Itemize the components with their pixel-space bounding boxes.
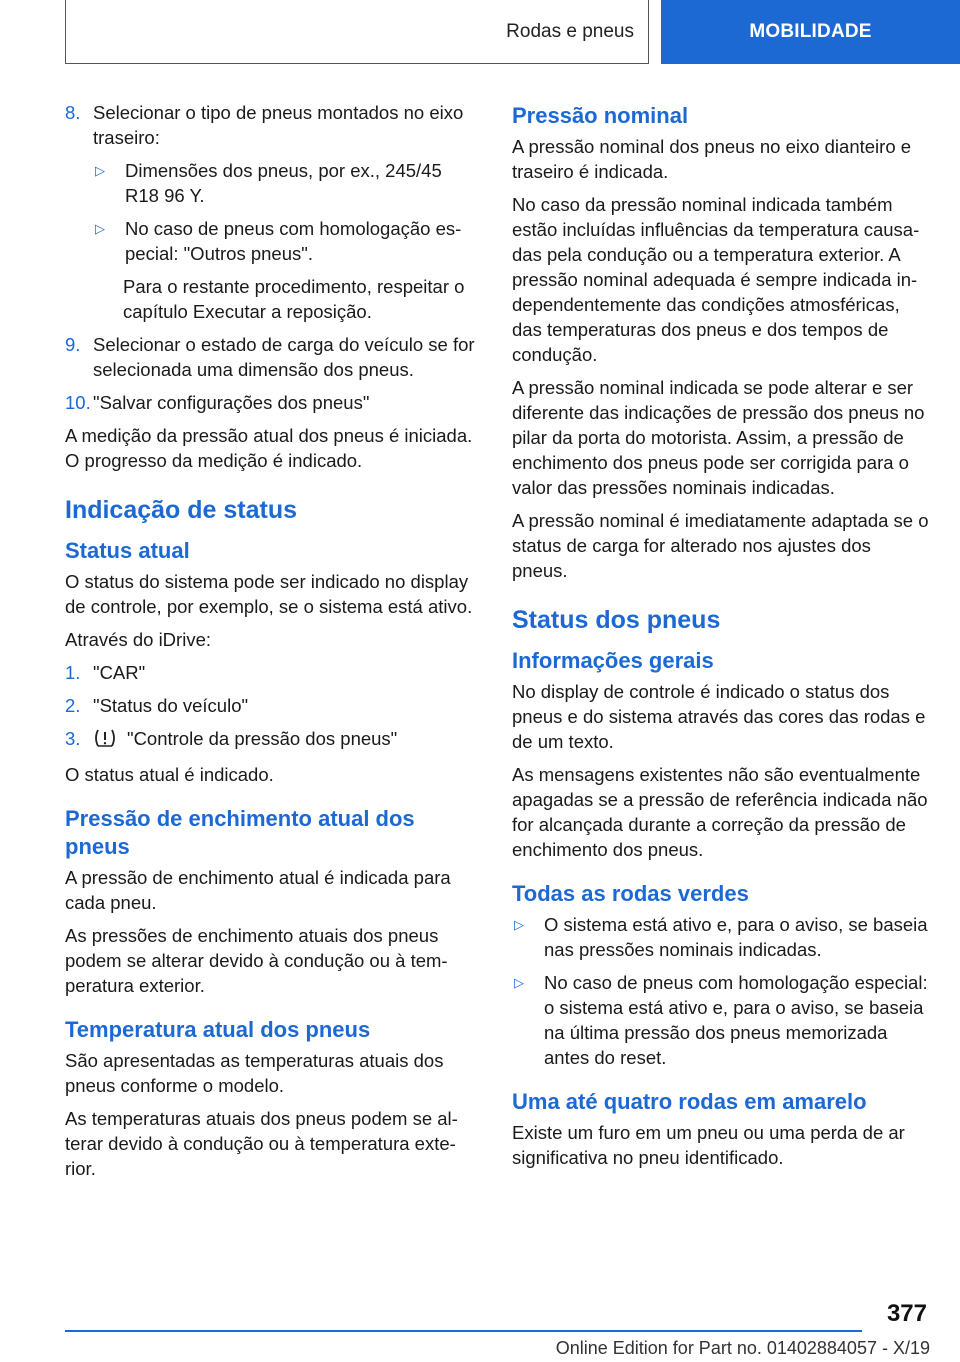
heading-status-pneus: Status dos pneus	[512, 606, 721, 634]
triangle-right-icon: ▷	[95, 221, 105, 236]
paragraph-t-1: São apresentadas as temperaturas atuais dos pneus conforme o modelo.	[65, 1050, 444, 1096]
step-number: 3.	[65, 728, 81, 749]
step-number: 10.	[65, 392, 91, 413]
header-category-tab	[661, 0, 960, 64]
bullet-note: Para o restante procedimento, respeitar o capítulo Executar a reposição.	[123, 276, 465, 322]
idrive-step-3	[65, 726, 480, 754]
bullet-text: O sistema está ativo e, para o aviso, se baseia nas pressões nominais indicadas.	[544, 914, 928, 960]
list-item	[93, 216, 480, 266]
heading-pressao-nominal: Pressão nominal	[512, 103, 689, 128]
step-number: 1.	[65, 662, 81, 683]
page-number: 377	[886, 1300, 927, 1327]
paragraph-t-2: As temperaturas atuais dos pneus podem se alterar devido à condução ou à temperatura exterior.	[65, 1108, 458, 1179]
idrive-step-1	[65, 660, 480, 685]
bullet-text: No caso de pneus com homologação especial: o sistema está ativo e, para o aviso, se baseia na última pressão dos pneus memorizada antes do reset.	[544, 972, 928, 1068]
triangle-right-icon: ▷	[514, 975, 524, 990]
step-text: Selecionar o estado de carga do veículo se for selecionada uma dimensão dos pneus.	[93, 334, 475, 380]
paragraph-status-indicado: O status atual é indicado.	[65, 764, 274, 785]
left-column	[65, 100, 480, 1189]
step-text: "CAR"	[93, 662, 146, 683]
paragraph-status: O status do sistema pode ser indicado no display de controle, por exemplo, se o sistema está ativo.	[65, 571, 473, 617]
heading-status-atual: Status atual	[65, 538, 190, 563]
paragraph-idrive: Através do iDrive:	[65, 629, 211, 650]
heading-rodas-verdes: Todas as rodas verdes	[512, 881, 749, 906]
step-number: 8.	[65, 102, 81, 123]
step-8-bullets	[93, 158, 480, 324]
step-text-wrap	[93, 726, 480, 754]
triangle-right-icon: ▷	[514, 917, 524, 932]
list-item	[512, 970, 930, 1070]
heading-temperatura: Temperatura atual dos pneus	[65, 1017, 371, 1042]
bullet-text: Dimensões dos pneus, por ex., 245/45 R18 96 Y.	[125, 160, 442, 206]
bullet-text: No caso de pneus com homologação especial: "Outros pneus".	[125, 218, 462, 264]
paragraph-measure: A medição da pressão atual dos pneus é iniciada. O progresso da medição é indicado.	[65, 425, 473, 471]
header-section-box	[65, 0, 649, 64]
step-number: 9.	[65, 334, 81, 355]
paragraph-amarelo: Existe um furo em um pneu ou uma perda de ar significativa no pneu identificado.	[512, 1122, 905, 1168]
header-section-title: Rodas e pneus	[506, 20, 634, 42]
heading-pressao-enchimento: Pressão de enchimento atual dos pneus	[65, 806, 415, 859]
step-text: "Controle da pressão dos pneus"	[127, 728, 398, 749]
step-text: Selecionar o tipo de pneus montados no eixo traseiro:	[93, 102, 464, 148]
triangle-right-icon: ▷	[95, 163, 105, 178]
heading-informacoes-gerais: Informações gerais	[512, 648, 714, 673]
heading-indicacao-status: Indicação de status	[65, 496, 298, 524]
step-9	[65, 332, 480, 382]
heading-rodas-amarelo: Uma até quatro rodas em amarelo	[512, 1089, 867, 1114]
paragraph-pe-2: As pressões de enchimento atuais dos pneus podem se alterar devido à condução ou à temperatura exterior.	[65, 925, 448, 996]
idrive-step-2	[65, 693, 480, 718]
paragraph-pn-1: A pressão nominal dos pneus no eixo dianteiro e traseiro é indicada.	[512, 136, 912, 182]
footer-edition: Online Edition for Part no. 01402884057 - X/19	[555, 1338, 930, 1358]
step-text: "Status do veículo"	[93, 695, 249, 716]
step-8	[65, 100, 480, 150]
paragraph-pn-4: A pressão nominal é imediatamente adaptada se o status de carga for alterado nos ajustes dos pneus.	[512, 510, 929, 581]
paragraph-ig-2: As mensagens existentes não são eventualmente apagadas se a pressão de referência indicada não for alcançada durante a correção da pressão de enchimento dos pneus.	[512, 764, 928, 860]
paragraph-pn-2: No caso da pressão nominal indicada também estão incluídas influências da temperatura causadas pela condução ou a temperatura exterior. A pressão nominal adequada é sempre indicada independentemente das condições atmosféricas, das temperaturas dos pneus e dos tempos de condução.	[512, 194, 920, 365]
right-column	[512, 100, 930, 1178]
header-category-title: MOBILIDADE	[749, 21, 872, 42]
step-number: 2.	[65, 695, 81, 716]
tire-pressure-warning-icon	[93, 728, 117, 754]
step-text: "Salvar configurações dos pneus"	[93, 392, 370, 413]
paragraph-pe-1: A pressão de enchimento atual é indicada para cada pneu.	[65, 867, 451, 913]
step-10	[65, 390, 480, 415]
list-item	[93, 158, 480, 208]
list-item	[512, 912, 930, 962]
paragraph-pn-3: A pressão nominal indicada se pode alterar e ser diferente das indicações de pressão dos pneus no pilar da porta do motorista. Assim, a pressão de enchimento dos pneus pode ser corrigida para o valor das pressões nominais indicadas.	[512, 377, 925, 498]
paragraph-ig-1: No display de controle é indicado o status dos pneus e do sistema através das cores das rodas e de um texto.	[512, 681, 926, 752]
footer-divider	[65, 1330, 862, 1332]
